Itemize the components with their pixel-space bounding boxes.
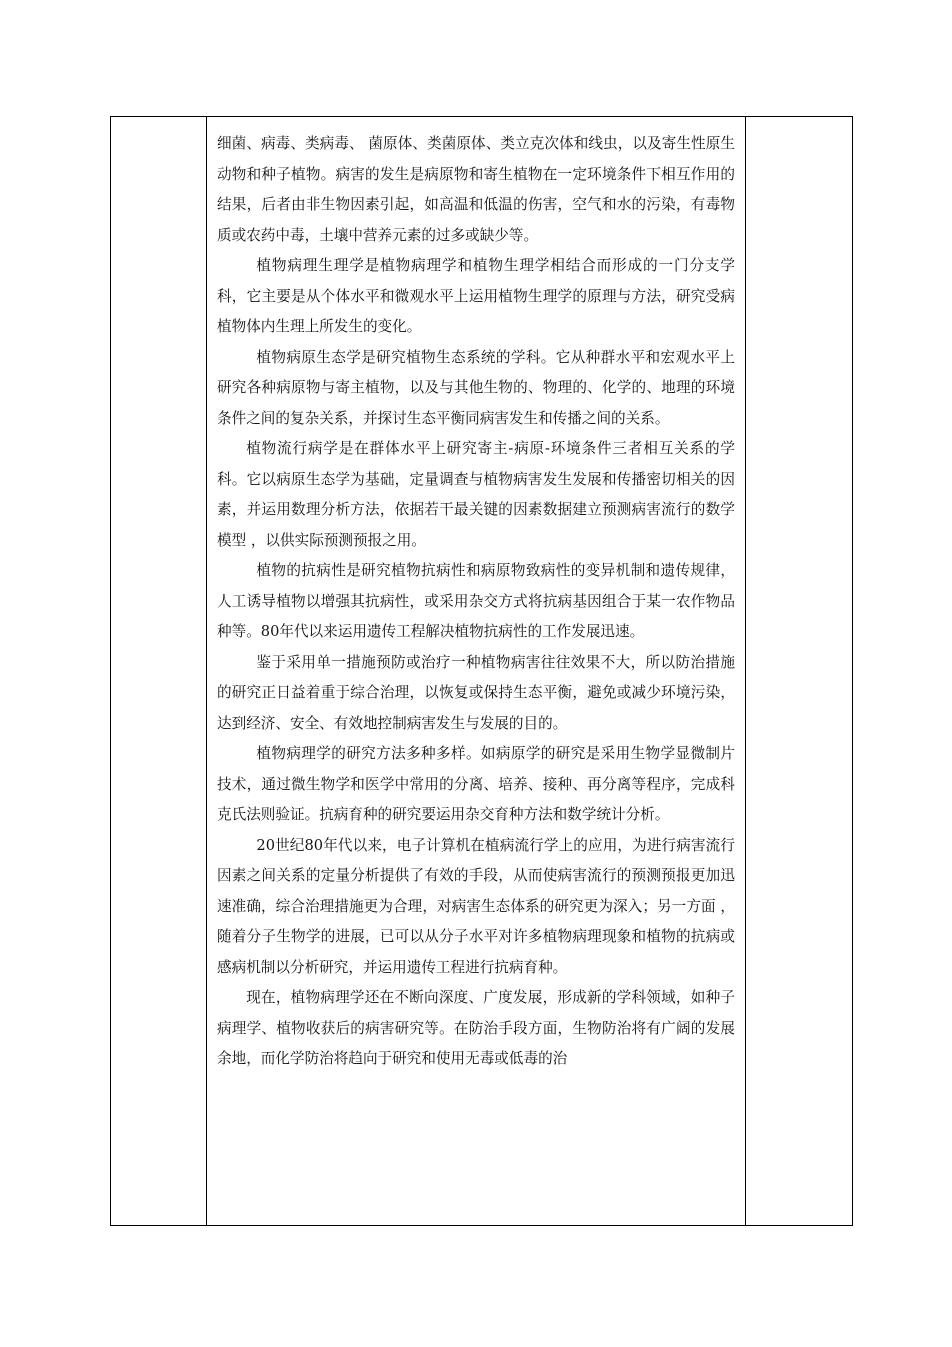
paragraph-4: 植物流行病学是在群体水平上研究寄主-病原-环境条件三者相互关系的学科。它以病原生态学为基础，定量调查与植物病害发生发展和传播密切相关的因素，并运用数理分析方法，依据若干最关键的因素数据建立预测病害流行的数学模型 ，以供实际预测预报之用。: [217, 440, 735, 549]
paragraph-9: 现在，植物病理学还在不断向深度、广度发展，形成新的学科领域，如种子病理学、植物收获后的病害研究等。在防治手段方面，生物防治将有广阔的发展余地，而化学防治将趋向于研究和使用无毒或低毒的治: [217, 989, 735, 1067]
body-text: [207, 117, 745, 1075]
paragraph-2: 植物病理生理学是植物病理学和植物生理学相结合而形成的一门分支学科，它主要是从个体水平和微观水平上运用植物生理学的原理与方法，研究受病植物体内生理上所发生的变化。: [217, 257, 735, 335]
main-text-cell: [207, 117, 746, 1226]
content-table: [110, 116, 853, 1226]
paragraph-6: 鉴于采用单一措施预防或治疗一种植物病害往往效果不大，所以防治措施的研究正日益着重于综合治理，以恢复或保持生态平衡，避免或减少环境污染，达到经济、安全、有效地控制病害发生与发展的目的。: [217, 653, 735, 732]
right-cell: [746, 117, 853, 1226]
paragraph-5: 植物的抗病性是研究植物抗病性和病原物致病性的变异机制和遗传规律，人工诱导植物以增强其抗病性，或采用杂交方式将抗病基因组合于某一农作物品种等。80年代以来运用遗传工程解决植物抗病性的工作发展迅速。: [217, 562, 735, 640]
paragraph-7: 植物病理学的研究方法多种多样。如病原学的研究是采用生物学显微制片技术，通过微生物学和医学中常用的分离、培养、接种、再分离等程序，完成科克氏法则验证。抗病育种的研究要运用杂交育种方法和数学统计分析。: [217, 745, 735, 823]
paragraph-1: 细菌、病毒、类病毒、 菌原体、类菌原体、类立克次体和线虫，以及寄生性原生动物和种子植物。病害的发生是病原物和寄生植物在一定环境条件下相互作用的结果，后者由非生物因素引起，如高温和低温的伤害，空气和水的污染，有毒物质或农药中毒，土壤中营养元素的过多或缺少等。: [217, 135, 735, 244]
left-cell: [111, 117, 207, 1226]
table-row: [111, 117, 853, 1226]
paragraph-3: 植物病原生态学是研究植物生态系统的学科。它从种群水平和宏观水平上研究各种病原物与寄主植物，以及与其他生物的、物理的、化学的、地理的环境条件之间的复杂关系，并探讨生态平衡同病害发生和传播之间的关系。: [217, 348, 735, 427]
paragraph-8: 20世纪80年代以来，电子计算机在植病流行学上的应用，为进行病害流行因素之间关系的定量分析提供了有效的手段，从而使病害流行的预测预报更加迅速准确，综合治理措施更为合理，对病害生态体系的研究更为深入；另一方面 ，随着分子生物学的进展，已可以从分子水平对许多植物病理现象和植物的抗病或感病机制以分析研究，并运用遗传工程进行抗病育种。: [217, 836, 735, 976]
